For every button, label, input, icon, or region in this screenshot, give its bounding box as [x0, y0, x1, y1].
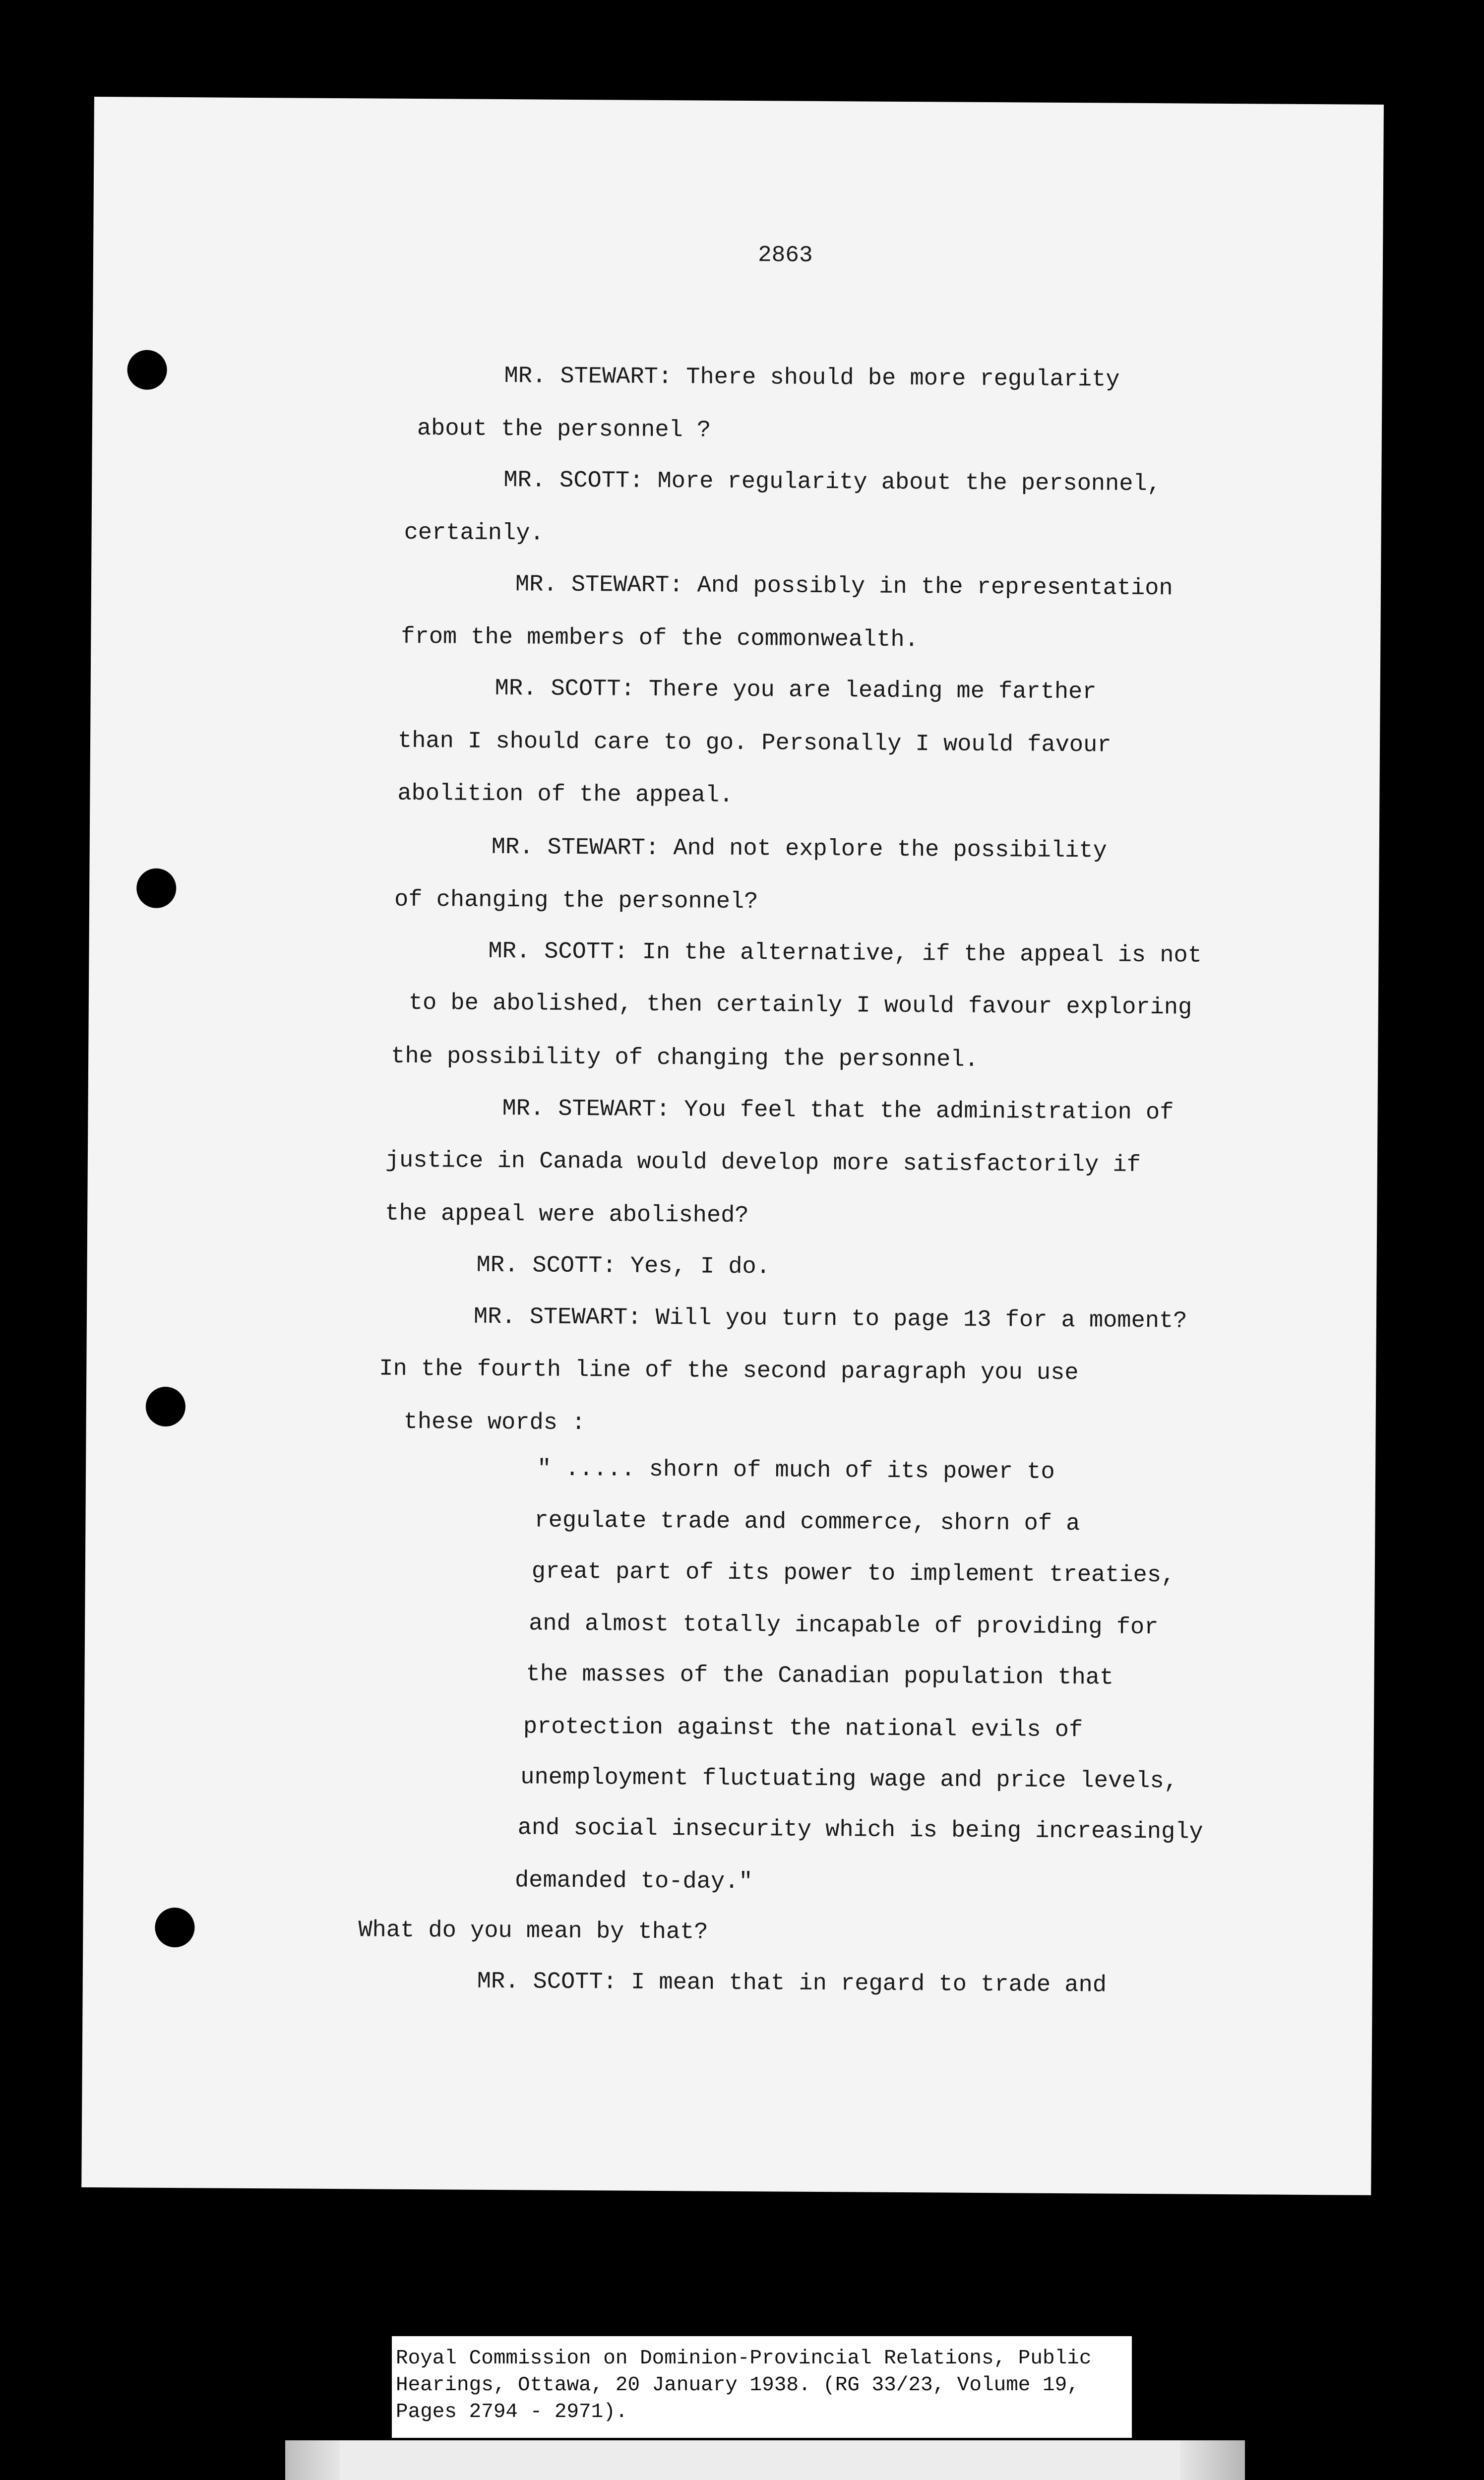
transcript-line: demanded to-day.": [514, 1867, 753, 1896]
transcript-line: regulate trade and commerce, shorn of a: [534, 1507, 1080, 1538]
transcript-line: MR. STEWART: There should be more regularity: [504, 363, 1120, 393]
archive-caption: [392, 2336, 1132, 2438]
transcript-line: than I should care to go. Personally I would favour: [397, 728, 1112, 759]
binder-hole-4: [155, 1908, 194, 1947]
transcript-line: of changing the personnel?: [394, 886, 758, 916]
transcript-line: MR. STEWART: And not explore the possibility: [491, 834, 1107, 865]
transcript-line: and social insecurity which is being increasingly: [517, 1815, 1203, 1846]
archives-stamp: [285, 2440, 1245, 2480]
binder-hole-1: [127, 350, 167, 389]
document-page: [81, 97, 1384, 2195]
transcript-line: MR. SCOTT: There you are leading me farther: [495, 675, 1097, 706]
transcript-line: the possibility of changing the personnel.: [391, 1043, 979, 1073]
transcript-line: What do you mean by that?: [358, 1917, 708, 1946]
binder-hole-3: [146, 1387, 186, 1426]
binder-hole-2: [136, 868, 176, 908]
transcript-line: to be abolished, then certainly I would favour exploring: [408, 990, 1192, 1021]
transcript-line: In the fourth line of the second paragraph you use: [379, 1356, 1079, 1387]
transcript-line: MR. SCOTT: I mean that in regard to trade and: [477, 1968, 1107, 1999]
transcript-line: and almost totally incapable of providing for: [529, 1611, 1159, 1641]
transcript-line: the appeal were abolished?: [385, 1200, 749, 1230]
transcript-line: certainly.: [404, 519, 544, 547]
transcript-line: MR. STEWART: You feel that the administration of: [502, 1096, 1174, 1126]
caption-line: Hearings, Ottawa, 20 January 1938. (RG 33/23, Volume 19,: [396, 2374, 1079, 2397]
transcript-line: the masses of the Canadian population that: [526, 1661, 1114, 1691]
transcript-line: great part of its power to implement treaties,: [531, 1558, 1175, 1589]
stamp-edge-left: [285, 2440, 340, 2480]
transcript-line: abolition of the appeal.: [397, 780, 734, 809]
transcript-line: MR. SCOTT: Yes, I do.: [476, 1252, 771, 1281]
stamp-edge-right: [1180, 2440, 1245, 2480]
transcript-line: MR. STEWART: And possibly in the representation: [515, 571, 1173, 602]
page-number: 2863: [757, 242, 813, 268]
transcript-line: " ..... shorn of much of its power to: [537, 1456, 1055, 1486]
transcript-line: MR. SCOTT: More regularity about the personnel,: [503, 467, 1162, 498]
transcript-line: justice in Canada would develop more satisfactorily if: [385, 1147, 1141, 1178]
caption-line: Royal Commission on Dominion-Provincial Relations, Public: [396, 2347, 1092, 2370]
transcript-line: unemployment fluctuating wage and price levels,: [520, 1764, 1178, 1795]
transcript-line: these words :: [403, 1409, 586, 1437]
transcript-line: about the personnel ?: [417, 415, 711, 444]
transcript-line: protection against the national evils of: [523, 1714, 1083, 1744]
transcript-line: from the members of the commonwealth.: [401, 623, 919, 654]
caption-line: Pages 2794 - 2971).: [396, 2401, 628, 2423]
transcript-line: MR. SCOTT: In the alternative, if the appeal is not: [488, 938, 1202, 969]
transcript-line: MR. STEWART: Will you turn to page 13 for a moment?: [473, 1303, 1187, 1335]
